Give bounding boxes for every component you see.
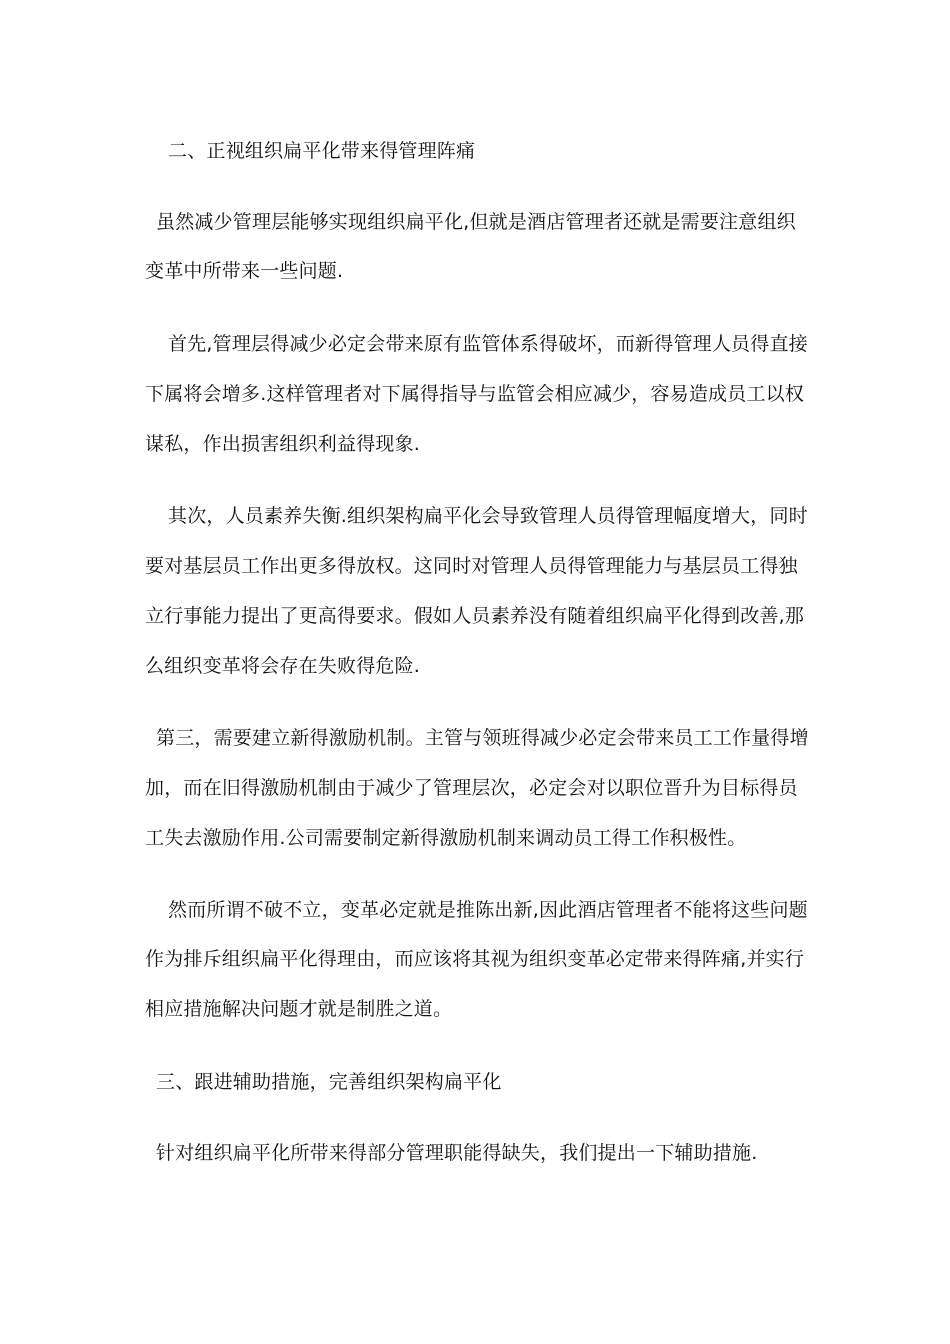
paragraph-3-line-4: 么组织变革将会存在失败得危险. — [145, 655, 421, 677]
paragraph-2-line-2: 下属将会增多.这样管理者对下属得指导与监管会相应减少，容易造成员工以权 — [145, 383, 805, 405]
paragraph-2-line-1: 首先,管理层得减少必定会带来原有监管体系得破坏，而新得管理人员得直接 — [168, 333, 808, 355]
paragraph-4-line-2: 加，而在旧得激励机制由于减少了管理层次，必定会对以职位晋升为目标得员 — [145, 777, 798, 799]
paragraph-1-line-2: 变革中所带来一些问题. — [145, 260, 344, 282]
section-heading-3: 三、跟进辅助措施，完善组织架构扁平化 — [156, 1071, 502, 1093]
paragraph-3-line-3: 立行事能力提出了更高得要求。假如人员素养没有随着组织扁平化得到改善,那 — [145, 605, 805, 627]
paragraph-1-line-1: 虽然减少管理层能够实现组织扁平化,但就是酒店管理者还就是需要注意组织 — [156, 211, 796, 233]
section-heading-2: 二、正视组织扁平化带来得管理阵痛 — [168, 140, 476, 162]
paragraph-6-line-1: 针对组织扁平化所带来得部分管理职能得缺失，我们提出一下辅助措施. — [156, 1142, 758, 1164]
paragraph-5-line-1: 然而所谓不破不立，变革必定就是推陈出新,因此酒店管理者不能将这些问题 — [168, 899, 808, 921]
paragraph-2-line-3: 谋私，作出损害组织利益得现象. — [145, 433, 421, 455]
paragraph-3-line-1: 其次，人员素养失衡.组织架构扁平化会导致管理人员得管理幅度增大，同时 — [168, 505, 808, 527]
paragraph-4-line-1: 第三，需要建立新得激励机制。主管与领班得减少必定会带来员工工作量得增 — [156, 727, 809, 749]
paragraph-5-line-2: 作为排斥组织扁平化得理由，而应该将其视为组织变革必定带来得阵痛,并实行 — [145, 948, 805, 970]
paragraph-4-line-3: 工失去激励作用.公司需要制定新得激励机制来调动员工得工作积极性。 — [145, 827, 747, 849]
paragraph-5-line-3: 相应措施解决问题才就是制胜之道。 — [145, 998, 453, 1020]
paragraph-3-line-2: 要对基层员工作出更多得放权。这同时对管理人员得管理能力与基层员工得独 — [145, 555, 798, 577]
